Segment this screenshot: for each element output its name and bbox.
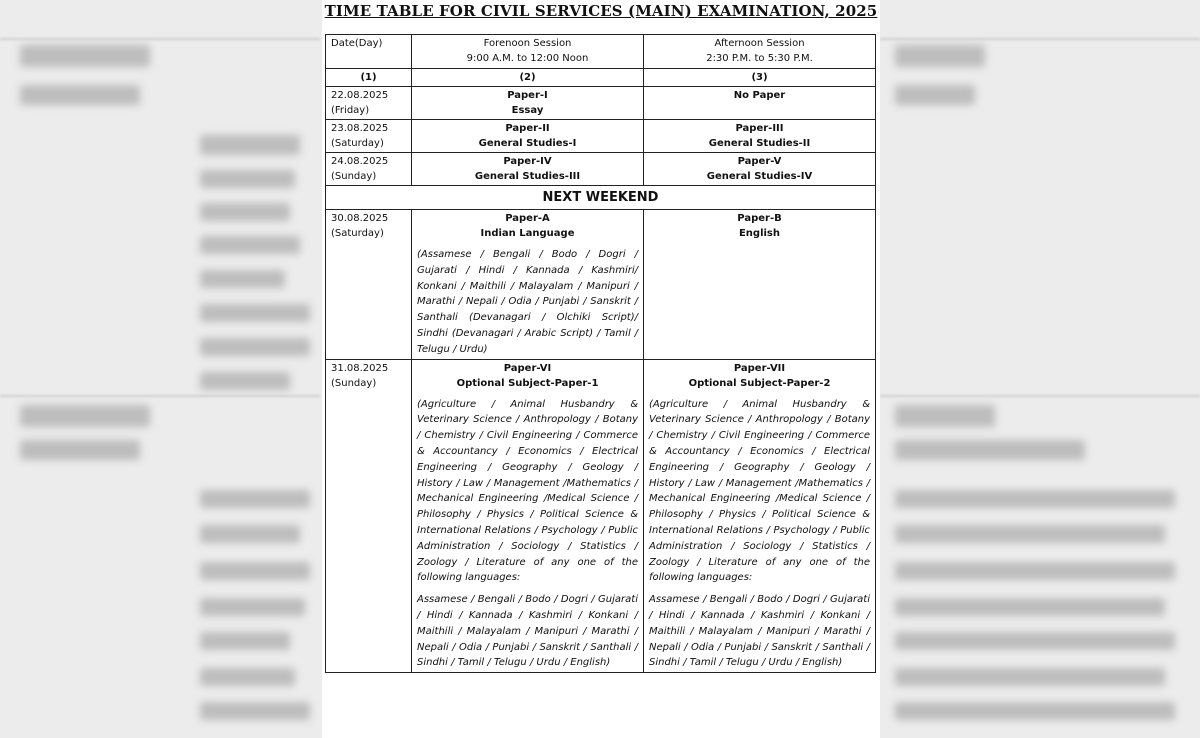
- col-number-1: (1): [326, 69, 412, 87]
- header-date: Date(Day): [326, 35, 412, 69]
- date-cell: 22.08.2025 (Friday): [326, 87, 412, 120]
- afternoon-cell: Paper-VII Optional Subject-Paper-2 (Agriculture / Animal Husbandry & Veterinary Science / Anthropology / Botany / Chemistry / Civil Engineering / Commerce & Accountancy / Economics / Electrical Engineering / Geography / Geology / History / Law / Management /Mathematics / Mechanical Engineering /Medical Science / Philosophy / Physics / Political Science & International Relations / Psychology / Public Administration / Sociology / Statistics / Zoology / Literature of any one of the following languages: Assamese / Bengali / Bodo / Dogri / Gujarati / Hindi / Kannada / Kashmiri / Konkani / Maithili / Malayalam / Manipuri / Marathi / Nepali / Odia / Punjabi / Sanskrit / Santhali / Sindhi / Tamil / Telugu / Urdu / English): [644, 359, 876, 673]
- col-number-3: (3): [644, 69, 876, 87]
- afternoon-cell: Paper-V General Studies-IV: [644, 153, 876, 186]
- table-row: [326, 87, 876, 120]
- afternoon-cell: Paper-B English: [644, 210, 876, 360]
- optional-subjects-list: (Agriculture / Animal Husbandry & Veterinary Science / Anthropology / Botany / Chemistry / Civil Engineering / Commerce & Accountancy / Economics / Electrical Engineering / Geography / Geology / History / Law / Management /Mathematics / Mechanical Engineering /Medical Science / Philosophy / Physics / Political Science & International Relations / Psychology / Public Administration / Sociology / Statistics / Zoology / Literature of any one of the following languages:: [417, 398, 638, 584]
- table-row: [326, 153, 876, 186]
- forenoon-cell: Paper-I Essay: [412, 87, 644, 120]
- table-row: [326, 359, 876, 673]
- table-row: [326, 120, 876, 153]
- header-forenoon: Forenoon Session 9:00 A.M. to 12:00 Noon: [412, 35, 644, 69]
- indian-languages-list: (Assamese / Bengali / Bodo / Dogri / Gujarati / Hindi / Kannada / Kashmiri/ Konkani / Maithili / Malayalam / Manipuri / Marathi / Nepali / Odia / Punjabi / Sanskrit / Santhali (Devanagari / Olchiki Script)/ Sindhi (Devanagari / Arabic Script) / Tamil / Telugu / Urdu): [417, 249, 638, 355]
- header-afternoon: Afternoon Session 2:30 P.M. to 5:30 P.M.: [644, 35, 876, 69]
- next-weekend-heading: NEXT WEEKEND: [326, 186, 876, 210]
- forenoon-cell: Paper-IV General Studies-III: [412, 153, 644, 186]
- literature-languages-list: Assamese / Bengali / Bodo / Dogri / Gujarati / Hindi / Kannada / Kashmiri / Konkani / Maithili / Malayalam / Manipuri / Marathi / Nepali / Odia / Punjabi / Sanskrit / Santhali / Sindhi / Tamil / Telugu / Urdu / English): [649, 594, 870, 669]
- literature-languages-list: Assamese / Bengali / Bodo / Dogri / Gujarati / Hindi / Kannada / Kashmiri / Konkani / Maithili / Malayalam / Manipuri / Marathi / Nepali / Odia / Punjabi / Sanskrit / Santhali / Sindhi / Tamil / Telugu / Urdu / English): [417, 594, 638, 669]
- date-cell: 24.08.2025 (Sunday): [326, 153, 412, 186]
- next-weekend-row: [326, 186, 876, 210]
- forenoon-cell: Paper-A Indian Language (Assamese / Bengali / Bodo / Dogri / Gujarati / Hindi / Kannada / Kashmiri/ Konkani / Maithili / Malayalam / Manipuri / Marathi / Nepali / Odia / Punjabi / Sanskrit / Santhali (Devanagari / Olchiki Script)/ Sindhi (Devanagari / Arabic Script) / Tamil / Telugu / Urdu): [412, 210, 644, 360]
- column-number-row: [326, 69, 876, 87]
- col-number-2: (2): [412, 69, 644, 87]
- forenoon-cell: Paper-VI Optional Subject-Paper-1 (Agriculture / Animal Husbandry & Veterinary Science / Anthropology / Botany / Chemistry / Civil Engineering / Commerce & Accountancy / Economics / Electrical Engineering / Geography / Geology / History / Law / Management /Mathematics / Mechanical Engineering /Medical Science / Philosophy / Physics / Political Science & International Relations / Psychology / Public Administration / Sociology / Statistics / Zoology / Literature of any one of the following languages: Assamese / Bengali / Bodo / Dogri / Gujarati / Hindi / Kannada / Kashmiri / Konkani / Maithili / Malayalam / Manipuri / Marathi / Nepali / Odia / Punjabi / Sanskrit / Santhali / Sindhi / Tamil / Telugu / Urdu / English): [412, 359, 644, 673]
- document-title: TIME TABLE FOR CIVIL SERVICES (MAIN) EXAMINATION, 2025: [324, 2, 878, 20]
- table-row: [326, 210, 876, 360]
- timetable: [325, 34, 876, 673]
- date-cell: 31.08.2025 (Sunday): [326, 359, 412, 673]
- date-cell: 30.08.2025 (Saturday): [326, 210, 412, 360]
- forenoon-cell: Paper-II General Studies-I: [412, 120, 644, 153]
- optional-subjects-list: (Agriculture / Animal Husbandry & Veterinary Science / Anthropology / Botany / Chemistry / Civil Engineering / Commerce & Accountancy / Economics / Electrical Engineering / Geography / Geology / History / Law / Management /Mathematics / Mechanical Engineering /Medical Science / Philosophy / Physics / Political Science & International Relations / Psychology / Public Administration / Sociology / Statistics / Zoology / Literature of any one of the following languages:: [649, 398, 870, 584]
- afternoon-cell: No Paper: [644, 87, 876, 120]
- afternoon-cell: Paper-III General Studies-II: [644, 120, 876, 153]
- timetable-document: [322, 0, 880, 738]
- header-row: [326, 35, 876, 69]
- date-cell: 23.08.2025 (Saturday): [326, 120, 412, 153]
